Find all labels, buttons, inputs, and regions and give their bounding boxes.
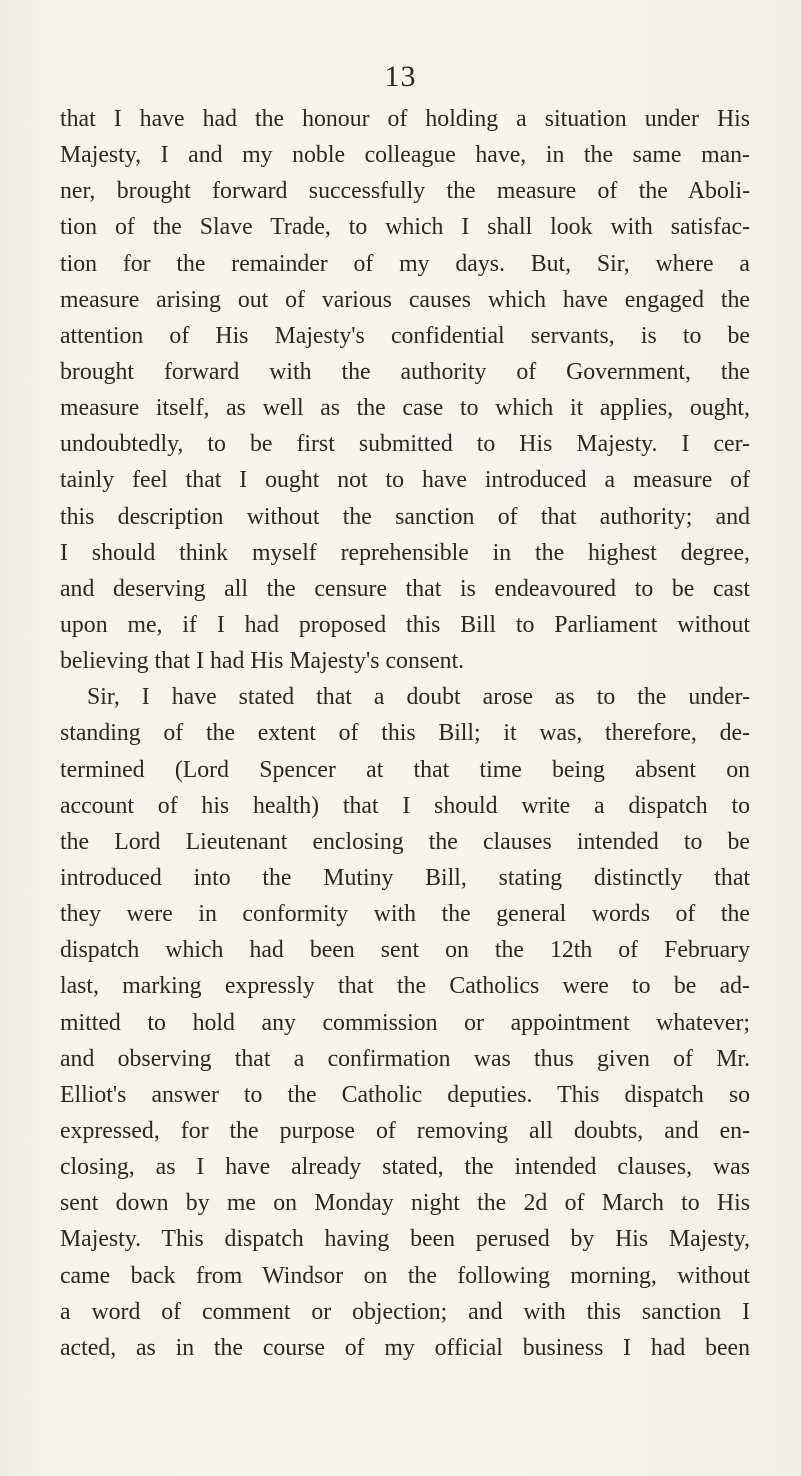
text-line: mitted to hold any commission or appointment whatever; (60, 1009, 750, 1036)
text-line: undoubtedly, to be first submitted to His Majesty. I cer- (60, 431, 750, 458)
text-line: came back from Windsor on the following morning, without (60, 1262, 750, 1289)
text-line: Elliot's answer to the Catholic deputies. This dispatch so (60, 1081, 750, 1108)
text-line: the Lord Lieutenant enclosing the clauses intended to be (60, 828, 750, 855)
text-line: account of his health) that I should write a dispatch to (60, 792, 750, 819)
text-line: and observing that a confirmation was thus given of Mr. (60, 1045, 750, 1072)
text-line: that I have had the honour of holding a situation under His (60, 106, 750, 132)
text-line: measure arising out of various causes which have engaged the (60, 286, 750, 313)
text-line: this description without the sanction of that authority; and (60, 503, 750, 530)
text-line: attention of His Majesty's confidential servants, is to be (60, 322, 750, 349)
text-line: dispatch which had been sent on the 12th of February (60, 937, 750, 964)
text-line: they were in conformity with the general words of the (60, 901, 750, 928)
text-line: last, marking expressly that the Catholics were to be ad- (60, 973, 750, 1000)
text-line: and deserving all the censure that is endeavoured to be cast (60, 575, 750, 602)
text-line: sent down by me on Monday night the 2d of March to His (60, 1190, 750, 1217)
text-line: expressed, for the purpose of removing all doubts, and en- (60, 1117, 750, 1144)
paragraph-end-line: believing that I had His Majesty's consent. (60, 648, 465, 675)
text-line: Majesty. This dispatch having been perused by His Majesty, (60, 1226, 750, 1253)
text-line: introduced into the Mutiny Bill, stating distinctly that (60, 864, 750, 891)
text-line: I should think myself reprehensible in the highest degree, (60, 539, 750, 566)
text-line: measure itself, as well as the case to which it applies, ought, (60, 395, 750, 422)
paragraph-start-line: Sir, I have stated that a doubt arose as to the under- (87, 684, 750, 711)
text-line: Majesty, I and my noble colleague have, in the same man- (60, 142, 750, 169)
text-line: termined (Lord Spencer at that time being absent on (60, 756, 750, 783)
text-line: ner, brought forward successfully the measure of the Aboli- (60, 178, 750, 205)
text-line: closing, as I have already stated, the intended clauses, was (60, 1154, 750, 1181)
page-number: 13 (384, 60, 417, 93)
body-text (60, 101, 750, 1366)
text-line: standing of the extent of this Bill; it was, therefore, de- (60, 720, 750, 747)
text-line: brought forward with the authority of Government, the (60, 358, 750, 385)
text-line: acted, as in the course of my official business I had been (60, 1334, 750, 1361)
text-line: a word of comment or objection; and with this sanction I (60, 1298, 750, 1325)
text-line: tainly feel that I ought not to have introduced a measure of (60, 467, 750, 494)
text-line: tion of the Slave Trade, to which I shall look with satisfac- (60, 214, 750, 241)
text-line: upon me, if I had proposed this Bill to Parliament without (60, 611, 750, 638)
text-line: tion for the remainder of my days. But, Sir, where a (60, 250, 750, 277)
